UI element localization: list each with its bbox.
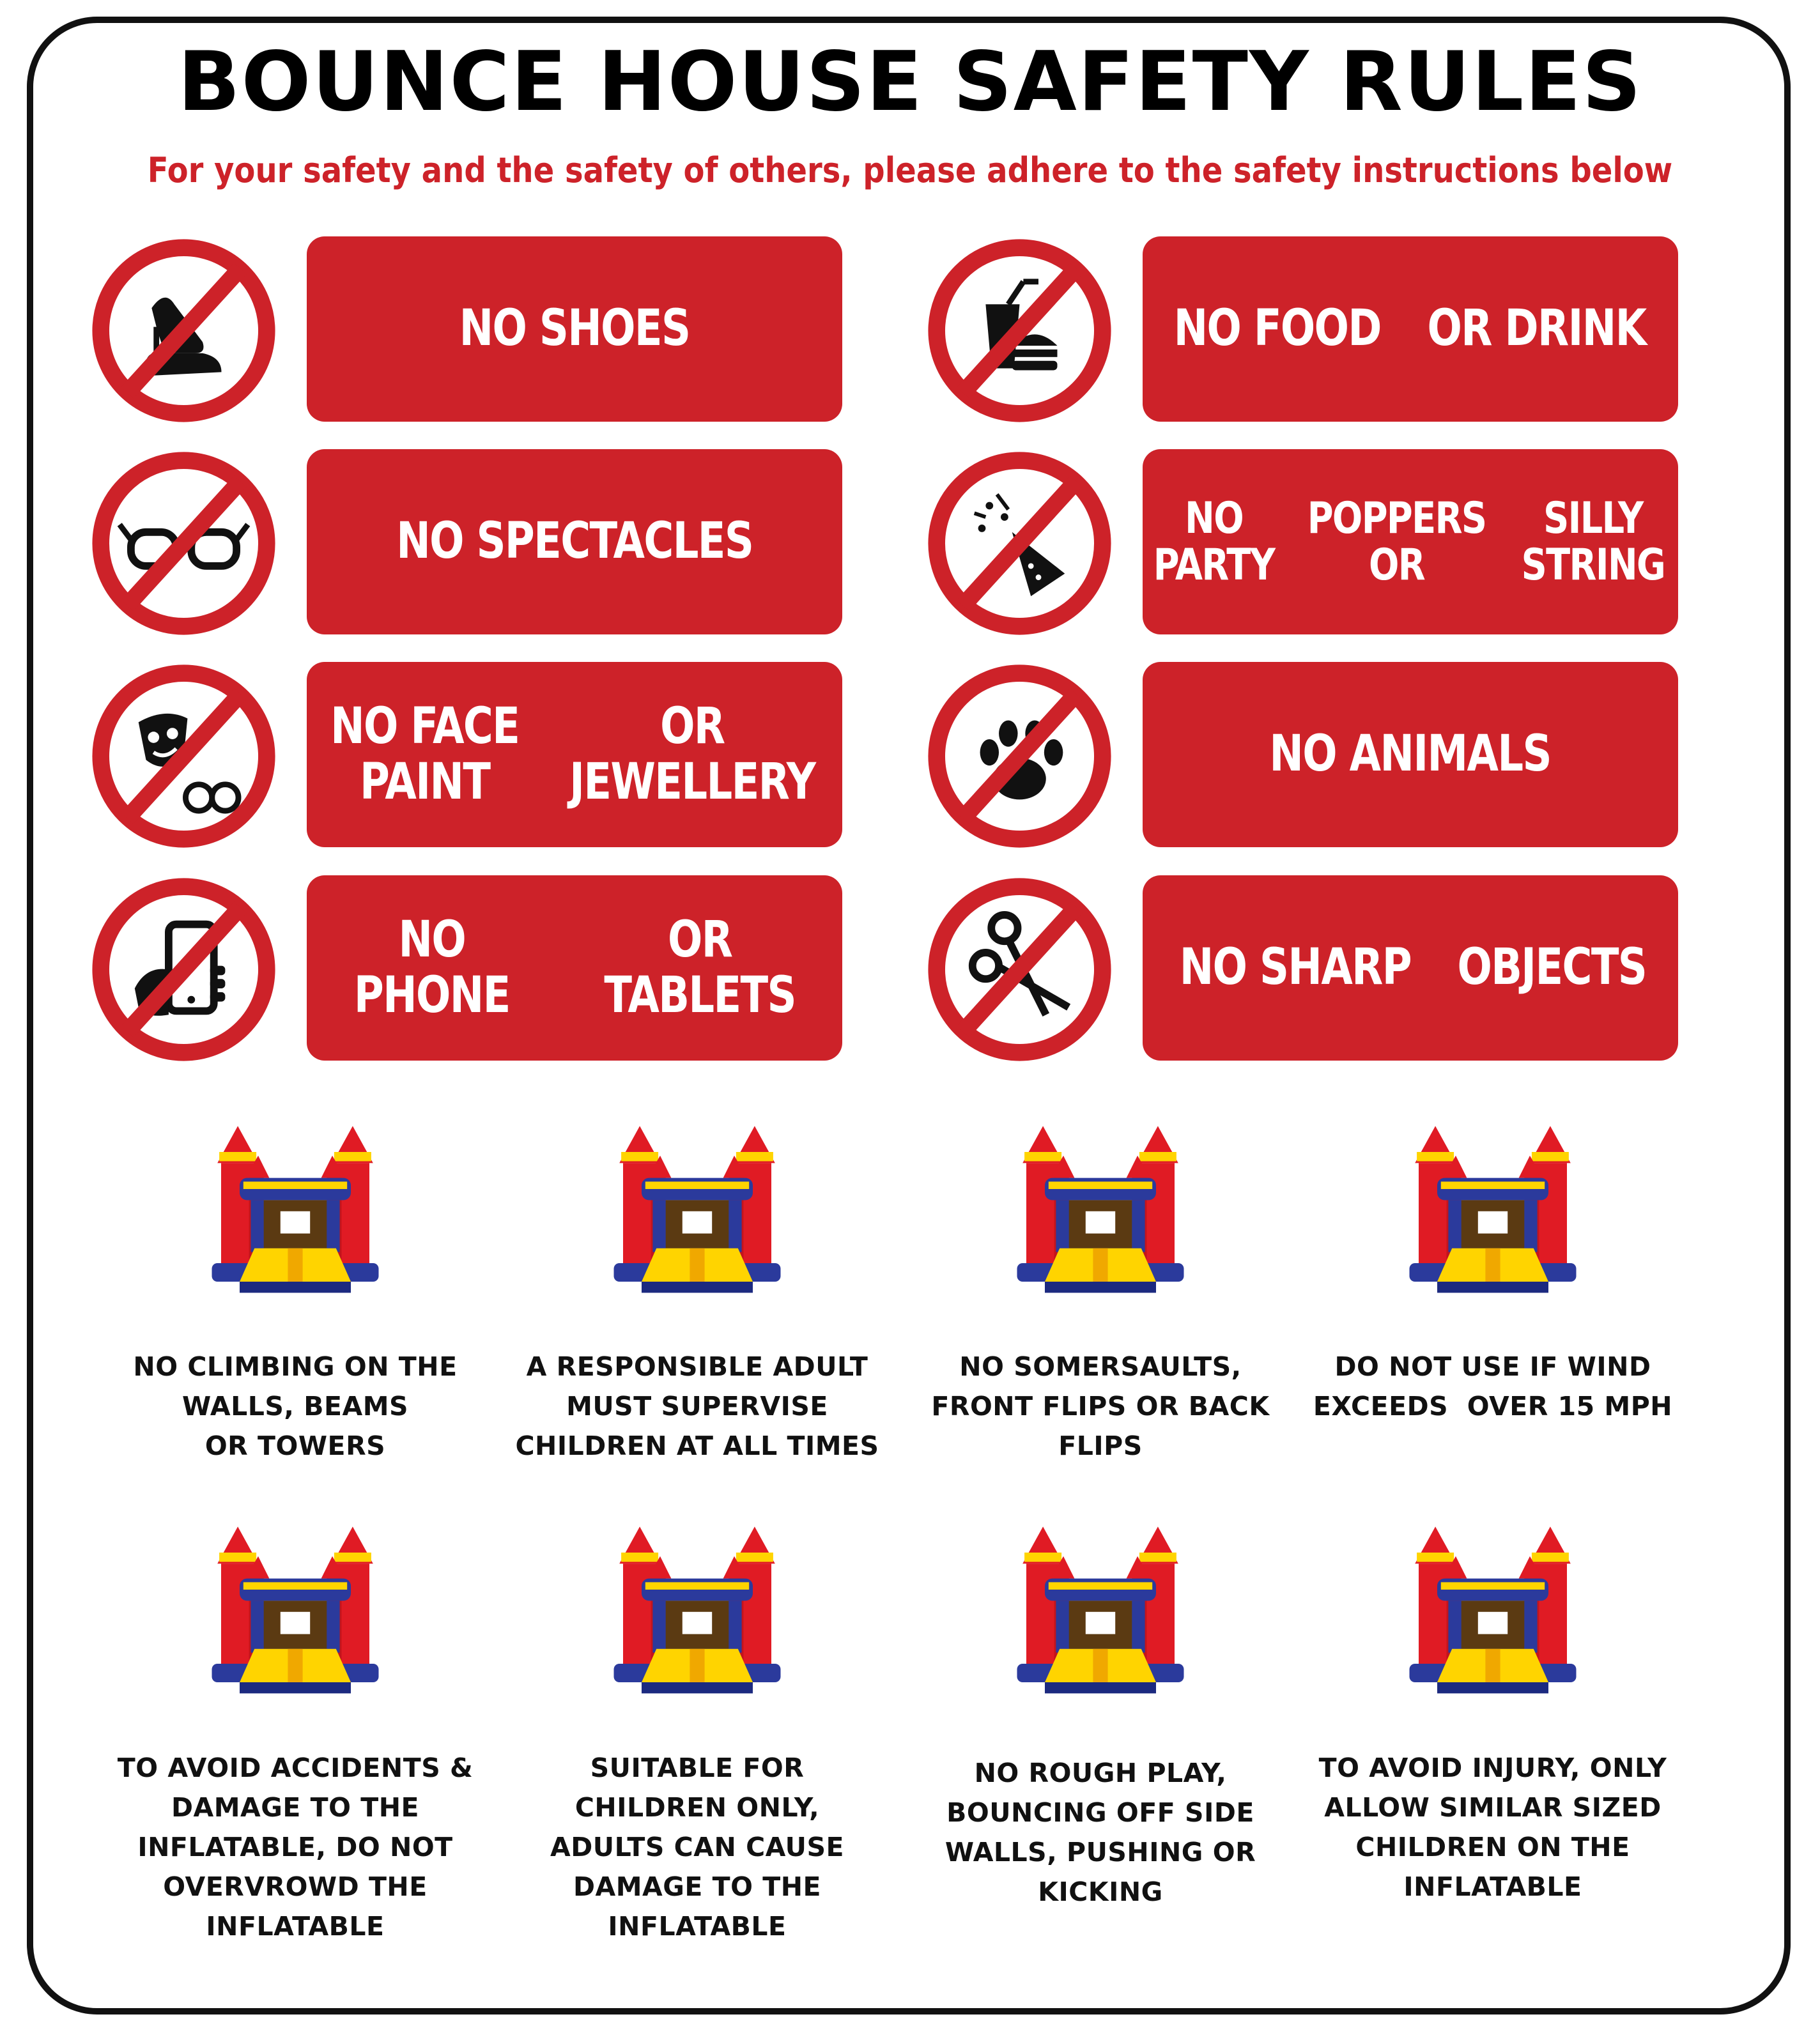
rule-caption-line: BOUNCING OFF SIDE [946,1797,1254,1828]
no-sharp-objects-icon [925,875,1114,1064]
bounce-house-icon [1400,1516,1585,1701]
rule-caption-line: CHILDREN ON THE [1355,1832,1630,1862]
rule-label [1143,449,1678,634]
no-phone-icon [89,875,278,1064]
rule-caption-line: TO AVOID INJURY, ONLY [1318,1753,1667,1783]
page-title: BOUNCE HOUSE SAFETY RULES [178,35,1642,130]
rule-caption-line: KICKING [1038,1876,1163,1907]
rule-sharp-objects [925,875,1724,1061]
rule-caption-line: EXCEEDS OVER 15 MPH [1313,1391,1673,1422]
rule-caption-line: FLIPS [1058,1431,1143,1461]
rule-label-line: NO PARTY [1153,493,1275,590]
rule-caption-line: CHILDREN AT ALL TIMES [515,1431,879,1461]
rule-animals [925,662,1724,847]
rule-phone [89,875,888,1061]
rule-food-drink [925,236,1724,422]
rule-caption-line: NO ROUGH PLAY, [974,1758,1227,1788]
rule-label [1143,236,1678,422]
page-subtitle: For your safety and the safety of others, please adhere to the safety instructions below [147,150,1673,190]
rule-label-line: NO FACE PAINT [330,697,520,811]
rule-label-line: NO SHARP [1179,939,1411,997]
rule-caption-line: ADULTS CAN CAUSE [550,1832,844,1862]
rule-caption-line: A RESPONSIBLE ADULT [526,1351,868,1382]
rule-label [307,875,842,1061]
rule-caption [1295,1748,1691,1907]
rule-caption-line: TO AVOID ACCIDENTS & [117,1753,474,1783]
rule-caption-line: INFLATABLE [206,1911,385,1942]
rule-caption-line: OR TOWERS [204,1431,386,1461]
rule-label-line: OR JEWELLERY [569,697,815,811]
rule-label [307,662,842,847]
bounce-house-icon [1008,1115,1193,1300]
bounce-house-icon [203,1516,388,1701]
rule-caption-line: NO SOMERSAULTS, [959,1351,1242,1382]
rule-caption [499,1748,895,1946]
rule-caption-line: ALLOW SIMILAR SIZED [1324,1792,1662,1823]
rule-label-line: NO SHOES [459,300,690,358]
bounce-house-icon [1400,1115,1585,1300]
rule-caption-line: DAMAGE TO THE [573,1871,822,1902]
no-shoes-icon [89,236,278,425]
rule-caption [97,1347,493,1466]
no-face-paint-icon [89,662,278,850]
rule-spectacles [89,449,888,634]
rule-caption [902,1753,1299,1912]
bounce-house-icon [1008,1516,1193,1701]
rule-label-line: OR TABLETS [604,910,796,1024]
rule-label-line: NO FOOD [1173,300,1381,358]
bounce-house-icon [605,1516,790,1701]
rule-label [307,449,842,634]
bounce-house-icon [605,1115,790,1300]
no-animals-icon [925,662,1114,850]
rule-caption-line: WALLS, PUSHING OR [945,1837,1256,1868]
rule-caption [902,1347,1299,1466]
rule-caption-line: OVERVROWD THE [163,1871,428,1902]
rule-caption-line: MUST SUPERVISE [566,1391,828,1422]
rule-party-poppers [925,449,1724,634]
bounce-house-icon [203,1115,388,1300]
rule-caption [97,1748,493,1946]
rule-caption-line: DO NOT USE IF WIND [1334,1351,1651,1382]
rule-caption [499,1347,895,1466]
rule-caption-line: INFLATABLE [1403,1871,1582,1902]
rule-label [1143,875,1678,1061]
rule-label-line: POPPERS OR [1307,493,1486,590]
rule-face-paint [89,662,888,847]
no-spectacles-icon [89,449,278,638]
rule-caption-line: INFLATABLE [608,1911,787,1942]
no-party-poppers-icon [925,449,1114,638]
rule-caption-line: CHILDREN ONLY, [575,1792,820,1823]
rule-label [1143,662,1678,847]
rule-label-line: NO SPECTACLES [396,512,753,571]
rule-label-line: OBJECTS [1457,939,1646,997]
rule-caption-line: FRONT FLIPS OR BACK [931,1391,1270,1422]
rule-caption-line: INFLATABLE, DO NOT [137,1832,453,1862]
rule-label-line: NO ANIMALS [1269,725,1552,783]
no-food-drink-icon [925,236,1114,425]
rule-caption [1295,1347,1691,1426]
rule-caption-line: NO CLIMBING ON THE [133,1351,458,1382]
rule-label-line: OR DRINK [1427,300,1646,358]
rule-label-line: NO PHONE [353,910,510,1024]
rule-caption-line: WALLS, BEAMS [181,1391,409,1422]
rule-label-line: SILLY STRING [1521,493,1665,590]
rule-caption-line: DAMAGE TO THE [171,1792,420,1823]
rule-shoes [89,236,888,422]
rule-label [307,236,842,422]
rule-caption-line: SUITABLE FOR [590,1753,805,1783]
